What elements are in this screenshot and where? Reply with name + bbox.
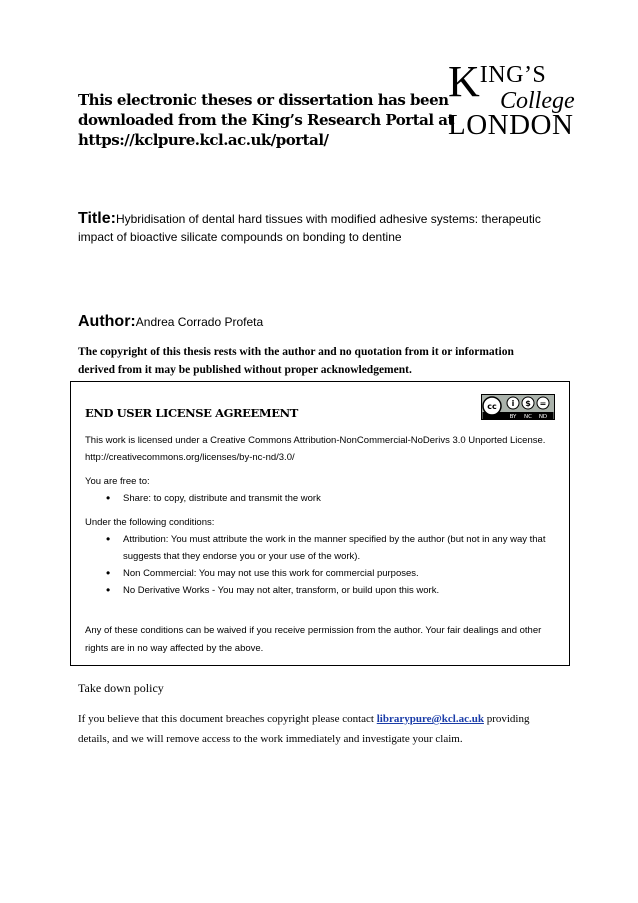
condition-attribution: • Attribution: You must attribute the work in the manner specified by the author (but not in any way that suggests that they endorse you or your use of the work). (85, 531, 563, 565)
license-intro: This work is licensed under a Creative Commons Attribution-NonCommercial-NoDerivs 3.0 Unported License. http://creativecommons.org/licenses/by-nc-nd/3.0/ (85, 435, 546, 463)
thesis-author (78, 313, 263, 331)
contact-email-link[interactable]: librarypure@kcl.ac.uk (376, 713, 484, 725)
takedown-text: If you believe that this document breaches copyright please contact librarypure@kcl.ac.uk providing details, and we will remove access to the work immediately and investigate your claim. (78, 713, 530, 745)
license-title: END USER LICENSE AGREEMENT (85, 406, 298, 420)
logo-college: College (500, 88, 575, 114)
portal-heading (78, 90, 454, 150)
license-waiver: Any of these conditions can be waived if you receive permission from the author. Your fair dealings and other rights are in no way affected by the above. (85, 625, 542, 654)
thesis-title (78, 210, 548, 246)
heading-line-2: downloaded from the King’s Research Portal at (78, 111, 454, 129)
by-person-icon: i (511, 399, 515, 408)
copyright-notice: The copyright of this thesis rests with the author and no quotation from it or information derived from it may be published without proper acknowledgement. (78, 346, 514, 376)
title-label: Title: (78, 210, 116, 227)
heading-line-3: https://kclpure.kcl.ac.uk/portal/ (78, 131, 329, 149)
cc-by-nc-nd-badge (481, 394, 555, 420)
cc-icon: cc (487, 402, 497, 411)
condition-noncommercial: • Non Commercial: You may not use this work for commercial purposes. (85, 565, 563, 582)
conditions-label: Under the following conditions: (85, 517, 215, 528)
nd-equals-icon: = (539, 399, 547, 408)
free-to-label: You are free to: (85, 476, 150, 487)
author-label: Author: (78, 313, 136, 330)
cc-nc-label: NC (524, 414, 532, 420)
free-item-share: • Share: to copy, distribute and transmit the work (85, 490, 563, 507)
cc-nd-label: ND (538, 414, 548, 420)
logo-kings: $K^{ING’S}$ (448, 57, 547, 106)
logo-london: LONDON (448, 109, 574, 141)
cc-by-label: BY (509, 414, 517, 420)
license-body (85, 432, 563, 599)
takedown-title: Take down policy (78, 681, 164, 695)
conditions-list (85, 531, 563, 599)
nc-dollar-icon: $ (525, 399, 531, 408)
license-agreement-box (70, 381, 570, 666)
free-to-list (85, 490, 563, 507)
condition-noderivatives: • No Derivative Works - You may not alter, transform, or build upon this work. (85, 582, 563, 599)
title-text: Hybridisation of dental hard tissues with modified adhesive systems: therapeutic impact of bioactive silicate compounds on bonding to dentine (78, 212, 541, 244)
author-name: Andrea Corrado Profeta (135, 315, 264, 329)
kings-college-london-logo (448, 57, 575, 141)
heading-line-1: This electronic theses or dissertation has been (78, 91, 449, 109)
